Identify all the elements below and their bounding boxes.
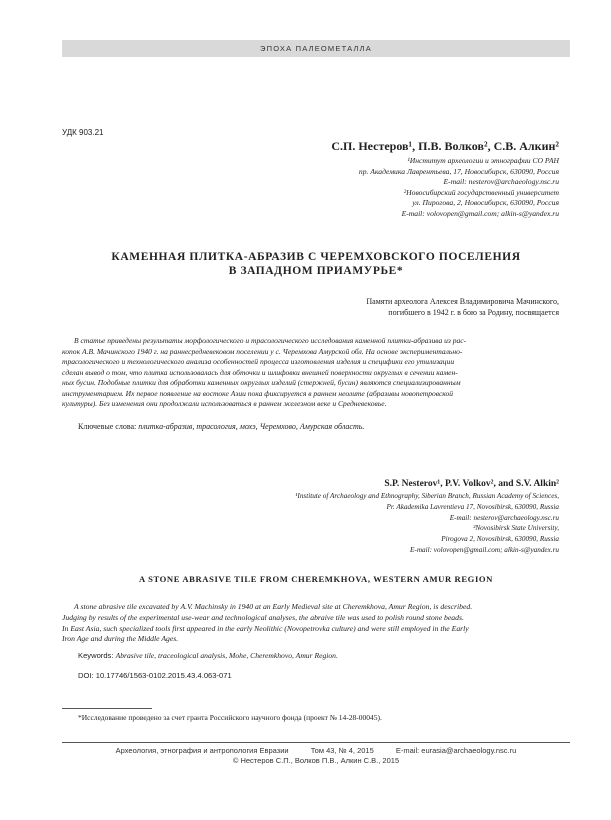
en-abstract-line: Iron Age and during the Middle Ages. — [62, 634, 179, 644]
ru-affiliation-line: ²Новосибирский государственный университет — [403, 187, 559, 197]
ru-affiliations — [359, 156, 559, 220]
en-affiliation-line: ²Novosibirsk State University, — [473, 524, 559, 533]
en-title: A STONE ABRASIVE TILE FROM CHEREMKHOVA, WESTERN AMUR REGION — [139, 574, 493, 584]
dedication-line2: погибшего в 1942 г. в бою за Родину, посвящается — [388, 308, 559, 317]
ru-affiliation-line: ул. Пирогова, 2, Новосибирск, 630090, Россия — [412, 198, 559, 208]
en-abstract-line: In East Asia, such specialized tools first appeared in the early Neolithic (Novopetrovka culture) and were still employed in the Early — [62, 623, 469, 633]
en-abstract — [62, 602, 570, 645]
ru-abstract — [62, 336, 570, 410]
footnote-divider — [62, 708, 152, 709]
en-keywords — [78, 651, 338, 660]
en-affiliation-line: ¹Institute of Archaeology and Ethnography, Siberian Branch, Russian Academy of Sciences, — [295, 492, 559, 500]
en-affiliation-line: E-mail: volovopen@gmail.com; alkin-s@yandex.ru — [410, 545, 559, 554]
en-keywords-list: Abrasive tile, traceological analysis, Mohe, Cheremkhovo, Amur Region. — [115, 651, 338, 660]
footer-volume: Том 43, № 4, 2015 — [310, 746, 374, 755]
ru-abstract-line: ных бусин. Подобные плитки для обработки каменных округлых изделий (стержней, бусин) являются специализированным — [62, 378, 461, 388]
en-affiliation-line: Pr. Akademika Lavrentieva 17, Novosibirsk, 630090, Russia — [386, 502, 559, 511]
en-keywords-label: Keywords: — [78, 651, 114, 660]
section-header-band — [62, 40, 570, 57]
en-affiliations — [295, 491, 559, 556]
footer-journal-line — [62, 746, 570, 755]
footer-journal: Археология, этнография и антропология Евразии — [115, 746, 289, 755]
ru-affiliation-line: E-mail: nesterov@archaeology.nsc.ru — [443, 177, 559, 187]
ru-abstract-line: копок А.В. Мачинского 1940 г. на раннесредневековом поселении у с. Черемхова Амурской обл. На основе экспериментально- — [62, 346, 463, 356]
ru-affiliation-line: ¹Институт археологии и этнографии СО РАН — [407, 156, 559, 165]
en-affiliation-line: Pirogova 2, Novosibirsk, 630090, Russia — [441, 535, 559, 544]
ru-keywords-label: Ключевые слова: — [78, 422, 137, 431]
en-abstract-line: Judging by results of the experimental use-wear and technological analyses, the abraive tile was used to polish round stone beads. — [62, 612, 464, 622]
ru-affiliation-line: E-mail: volovopen@gmail.com; alkin-s@yandex.ru — [401, 208, 559, 218]
dedication — [366, 296, 559, 318]
ru-abstract-line: инструментарием. Их первое появление на востоке Азии пока фиксируется в раннем неолите (абразивы новопетровской — [62, 388, 454, 398]
en-authors: S.P. Nesterov¹, P.V. Volkov², and S.V. Alkin² — [384, 479, 559, 489]
ru-title — [62, 250, 570, 278]
udc-code: УДК 903.21 — [62, 128, 104, 137]
ru-keywords-list: плитка-абразив, трасология, мохэ, Черемхово, Амурская область. — [138, 422, 365, 431]
footnote: *Исследование проведено за счет гранта Российского научного фонда (проект № 14-28-00045). — [78, 713, 382, 722]
en-abstract-line: A stone abrasive tile excavated by A.V. Machinsky in 1940 at an Early Medieval site at Cheremkhova, Amur Region, is described. — [74, 602, 473, 611]
footer-copyright: © Нестеров С.П., Волков П.В., Алкин С.В., 2015 — [232, 756, 400, 765]
ru-abstract-line: культуры). Без изменения они продолжали использоваться в раннем железном веке и Средневековье. — [62, 399, 387, 409]
ru-authors: С.П. Нестеров¹, П.В. Волков², С.В. Алкин² — [331, 139, 559, 153]
ru-title-line2: В ЗАПАДНОМ ПРИАМУРЬЕ* — [228, 265, 404, 277]
ru-abstract-line: В статье приведены результаты морфологического и трасологического исследования каменной плитки-абразива из рас- — [74, 336, 467, 345]
section-title: ЭПОХА ПАЛЕОМЕТАЛЛА — [260, 44, 372, 53]
ru-title-line1: КАМЕННАЯ ПЛИТКА-АБРАЗИВ С ЧЕРЕМХОВСКОГО ПОСЕЛЕНИЯ — [111, 251, 521, 263]
ru-keywords — [78, 422, 364, 431]
footer-email: E-mail: eurasia@archaeology.nsc.ru — [395, 746, 517, 755]
ru-abstract-line: трасологического и технологического анализа особенностей процесса изготовления изделия и специфики его утилизации — [62, 357, 455, 367]
ru-abstract-line: сделан вывод о том, что плитка использовалась для обточки и шлифовки внешней поверхности округлых в сечении камен- — [62, 367, 458, 377]
doi: DOI: 10.17746/1563-0102.2015.43.4.063-071 — [78, 671, 232, 680]
en-affiliation-line: E-mail: nesterov@archaeology.nsc.ru — [449, 513, 559, 522]
ru-affiliation-line: пр. Академика Лаврентьева, 17, Новосибирск, 630090, Россия — [358, 166, 559, 176]
dedication-line1: Памяти археолога Алексея Владимировича Мачинского, — [366, 297, 559, 306]
footer-divider — [62, 742, 570, 743]
